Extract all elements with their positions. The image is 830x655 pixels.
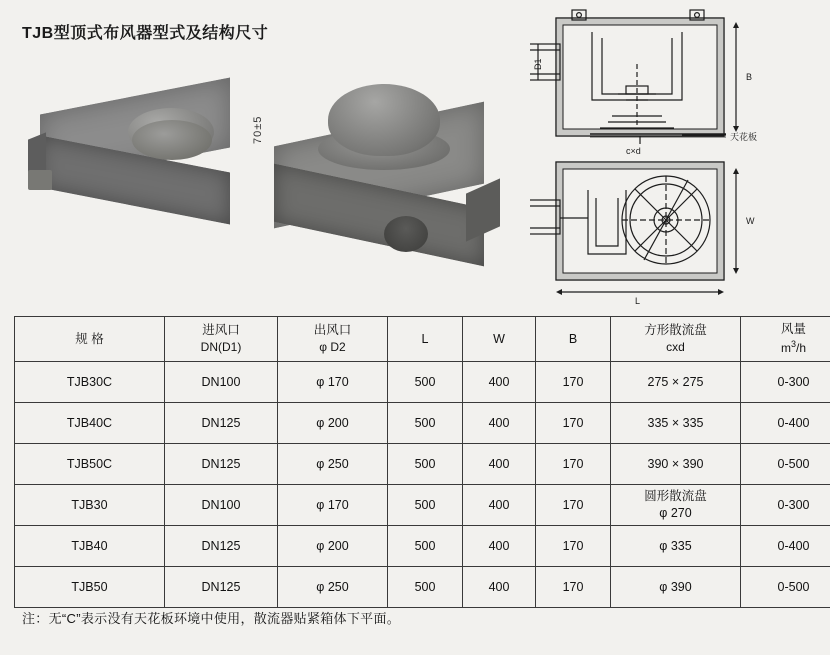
cell-b: 170 [536,485,611,526]
header-disc [611,317,741,362]
cell-disc-line1: 275 × 275 [647,374,704,389]
cell-spec: TJB50 [15,567,165,608]
cell-spec: TJB40C [15,403,165,444]
cell-outlet: φ 250 [278,567,388,608]
header-l-main: L [421,331,429,346]
cell-b: 170 [536,403,611,444]
footnote: 注：无“C”表示没有天花板环境中使用，散流器贴紧箱体下平面。 [22,611,401,626]
table-row [15,403,830,444]
label-w: W [746,216,755,226]
header-flow-sub: $m^3/h$ [780,339,807,356]
cell-disc [611,485,741,526]
cell-disc [611,362,741,403]
cell-inlet: DN125 [165,567,278,608]
cell-spec: TJB30C [15,362,165,403]
label-cxd: c×d [626,146,641,156]
table-row [15,567,830,608]
cell-outlet: φ 200 [278,403,388,444]
cell-inlet: DN125 [165,403,278,444]
cell-w: 400 [463,403,536,444]
cell-inlet: DN125 [165,444,278,485]
cell-w: 400 [463,362,536,403]
photo-dimension-label: 70±5 [252,115,264,144]
cell-flow: 0-400 [741,403,830,444]
header-b-main: B [568,331,578,346]
cell-w: 400 [463,485,536,526]
table-row [15,526,830,567]
cell-l: 500 [388,485,463,526]
table-row [15,362,830,403]
photo-square-diffuser [28,76,248,256]
table-row [15,444,830,485]
cell-flow: 0-500 [741,567,830,608]
outlet-hole [384,216,428,252]
cell-inlet: DN100 [165,485,278,526]
cell-outlet: φ 200 [278,526,388,567]
header-inlet-sub: DN(D1) [200,340,242,355]
header-spec-main: 规 格 [75,331,104,346]
cell-l: 500 [388,403,463,444]
label-l: L [635,296,641,304]
technical-drawings [530,4,824,304]
cell-spec: TJB30 [15,485,165,526]
page-title: TJB型顶式布风器型式及结构尺寸 [22,25,269,42]
inlet-stub [28,170,52,190]
cell-flow: 0-300 [741,362,830,403]
cell-flow: 0-300 [741,485,830,526]
cell-l: 500 [388,362,463,403]
cell-flow: 0-500 [741,444,830,485]
cell-disc [611,444,741,485]
header-b [536,317,611,362]
cell-disc [611,526,741,567]
drawing-svg [530,4,824,304]
header-spec [15,317,165,362]
header-disc-sub: cxd [666,340,685,355]
cell-outlet: φ 170 [278,485,388,526]
header-inlet-main: 进风口 [202,323,240,338]
cell-inlet: DN125 [165,526,278,567]
label-ceiling: 天花板 [730,132,758,142]
cell-w: 400 [463,567,536,608]
table-header-row [15,317,830,362]
cell-disc-line1: φ 335 [659,538,692,553]
cell-b: 170 [536,567,611,608]
header-inlet [165,317,278,362]
cell-disc-line1: φ 390 [659,579,692,594]
photo-round-diffuser [266,66,516,286]
cell-b: 170 [536,444,611,485]
box-side-face [466,178,500,241]
diffuser-disc-lower [132,120,212,160]
header-outlet-sub: φ D2 [319,340,346,355]
table-row [15,485,830,526]
cell-disc-line1: 390 × 390 [647,456,704,471]
header-disc-main: 方形散流盘 [644,323,707,338]
cell-w: 400 [463,444,536,485]
diffuser-dome [328,84,440,156]
cell-disc-line2: φ 270 [659,506,692,520]
cell-disc-line1: 圆形散流盘 [644,489,707,504]
cell-spec: TJB50C [15,444,165,485]
cell-disc [611,403,741,444]
header-outlet [278,317,388,362]
header-flow-main: 风量 [780,322,806,337]
cell-l: 500 [388,526,463,567]
header-outlet-main: 出风口 [313,323,352,338]
cell-spec: TJB40 [15,526,165,567]
cell-disc-line1: 335 × 335 [647,415,704,430]
cell-b: 170 [536,526,611,567]
cell-l: 500 [388,567,463,608]
cell-outlet: φ 250 [278,444,388,485]
header-l [388,317,463,362]
cell-outlet: φ 170 [278,362,388,403]
header-w [463,317,536,362]
cell-flow: 0-400 [741,526,830,567]
cell-w: 400 [463,526,536,567]
cell-disc [611,567,741,608]
spec-table [14,316,830,608]
header-flow [741,317,830,362]
header-w-main: W [493,331,505,346]
cell-inlet: DN100 [165,362,278,403]
product-photos [18,48,528,298]
label-b: B [746,72,753,82]
cell-l: 500 [388,444,463,485]
cell-b: 170 [536,362,611,403]
label-d1: D1 [533,58,543,70]
